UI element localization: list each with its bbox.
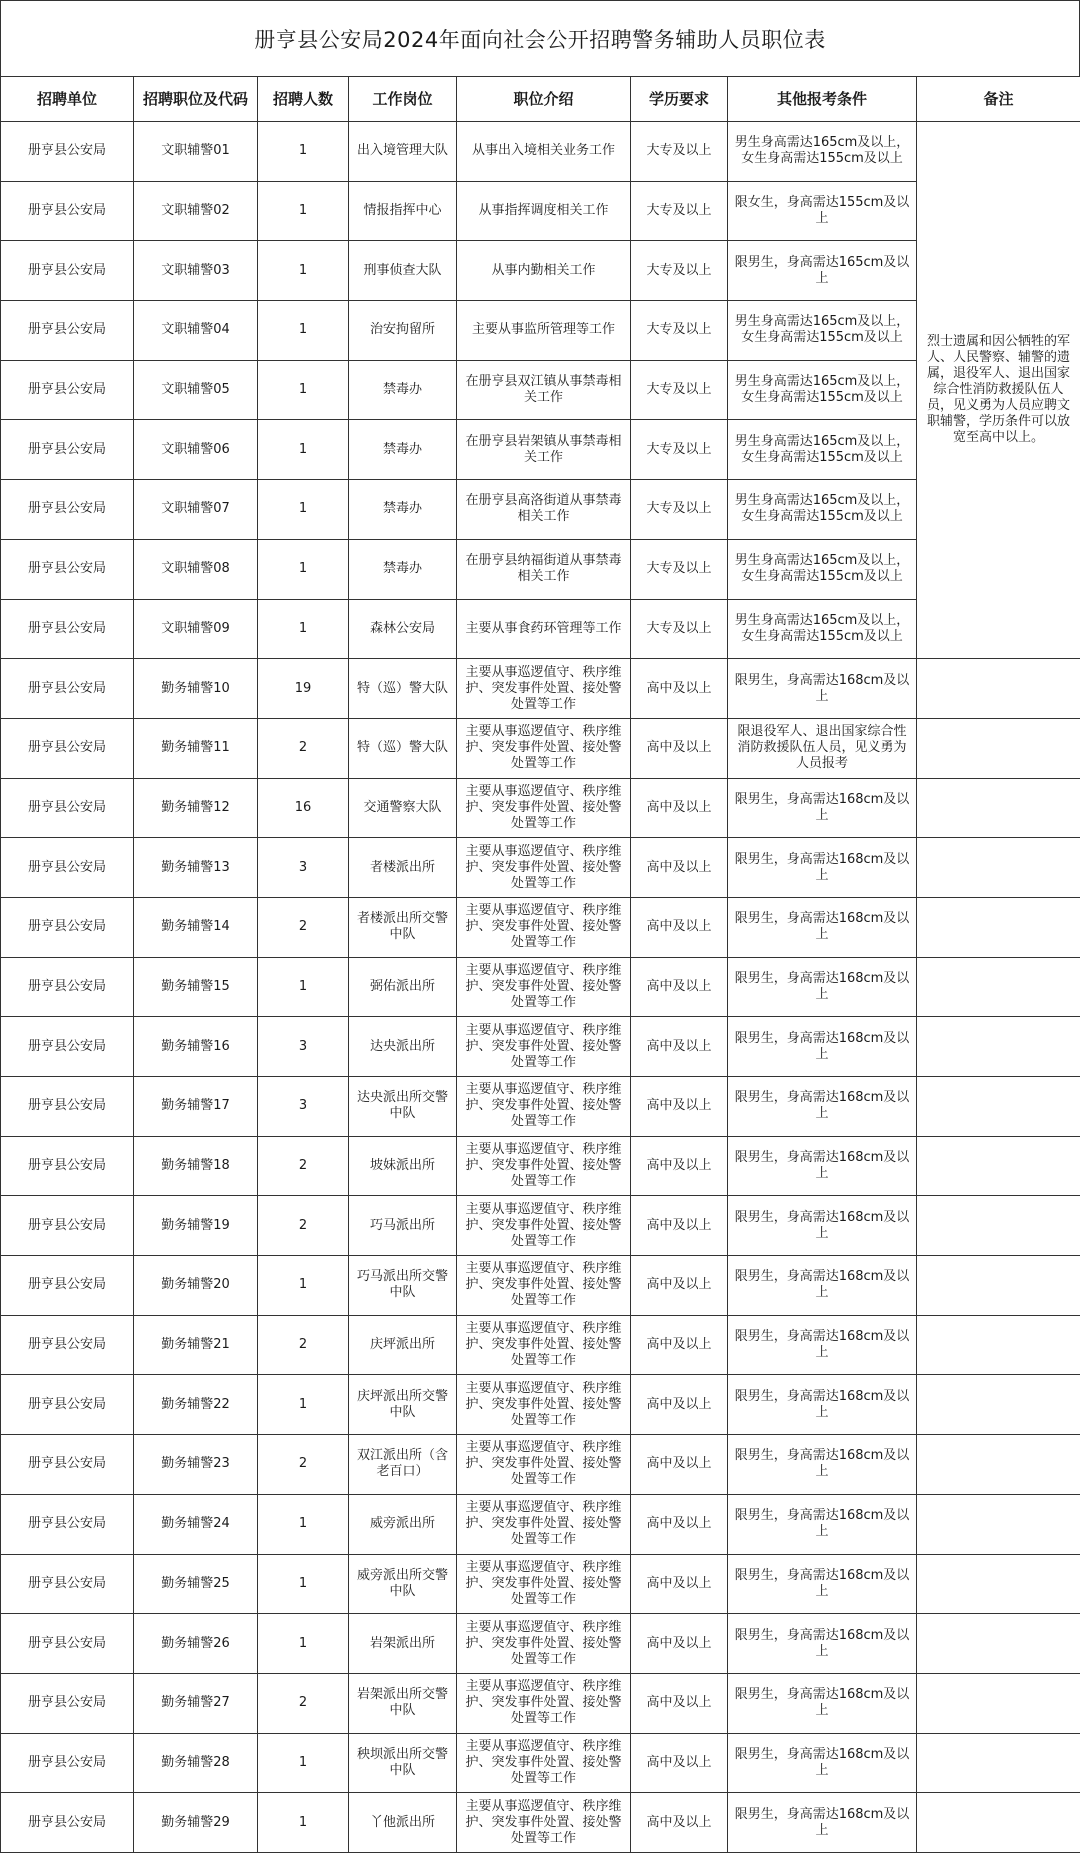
cell-intro: 主要从事监所管理等工作 — [457, 301, 631, 361]
cell-count: 1 — [258, 480, 349, 540]
cell-conditions: 限男生，身高需达168cm及以上 — [728, 778, 917, 838]
cell-unit: 册亨县公安局 — [1, 1077, 134, 1137]
cell-count: 1 — [258, 420, 349, 480]
cell-education: 高中及以上 — [631, 1256, 728, 1316]
cell-conditions: 男生身高需达165cm及以上，女生身高需达155cm及以上 — [728, 301, 917, 361]
cell-intro: 主要从事巡逻值守、秩序维护、突发事件处置、接处警处置等工作 — [457, 1435, 631, 1495]
cell-unit: 册亨县公安局 — [1, 1494, 134, 1554]
cell-unit: 册亨县公安局 — [1, 1256, 134, 1316]
cell-education: 大专及以上 — [631, 301, 728, 361]
table-body — [1, 122, 1080, 1853]
cell-code: 文职辅警01 — [134, 122, 258, 182]
cell-education: 大专及以上 — [631, 241, 728, 301]
cell-education: 高中及以上 — [631, 778, 728, 838]
cell-code: 勤务辅警21 — [134, 1315, 258, 1375]
cell-count: 16 — [258, 778, 349, 838]
header-conditions: 其他报考条件 — [728, 77, 917, 122]
cell-code: 勤务辅警11 — [134, 718, 258, 778]
cell-remark — [917, 718, 1080, 778]
cell-unit: 册亨县公安局 — [1, 181, 134, 241]
cell-education: 大专及以上 — [631, 122, 728, 182]
cell-intro: 主要从事巡逻值守、秩序维护、突发事件处置、接处警处置等工作 — [457, 1673, 631, 1733]
cell-conditions: 限男生，身高需达168cm及以上 — [728, 1136, 917, 1196]
cell-post: 刑事侦查大队 — [349, 241, 457, 301]
cell-education: 高中及以上 — [631, 1435, 728, 1495]
cell-code: 文职辅警09 — [134, 599, 258, 659]
cell-post: 禁毒办 — [349, 420, 457, 480]
cell-conditions: 限男生，身高需达168cm及以上 — [728, 659, 917, 719]
cell-intro: 在册亨县岩架镇从事禁毒相关工作 — [457, 420, 631, 480]
cell-conditions: 限男生，身高需达168cm及以上 — [728, 1315, 917, 1375]
cell-count: 2 — [258, 1435, 349, 1495]
cell-education: 大专及以上 — [631, 360, 728, 420]
cell-intro: 主要从事巡逻值守、秩序维护、突发事件处置、接处警处置等工作 — [457, 1196, 631, 1256]
cell-post: 坡妹派出所 — [349, 1136, 457, 1196]
cell-post: 禁毒办 — [349, 539, 457, 599]
cell-post: 者楼派出所交警中队 — [349, 897, 457, 957]
cell-intro: 主要从事巡逻值守、秩序维护、突发事件处置、接处警处置等工作 — [457, 1494, 631, 1554]
cell-count: 2 — [258, 1196, 349, 1256]
cell-conditions: 男生身高需达165cm及以上，女生身高需达155cm及以上 — [728, 122, 917, 182]
cell-remark-merged: 烈士遗属和因公牺牲的军人、人民警察、辅警的遗属，退役军人、退出国家综合性消防救援队伍人员，见义勇为人员应聘文职辅警，学历条件可以放宽至高中以上。 — [917, 122, 1080, 659]
cell-code: 勤务辅警28 — [134, 1733, 258, 1793]
cell-education: 高中及以上 — [631, 1614, 728, 1674]
header-intro: 职位介绍 — [457, 77, 631, 122]
cell-education: 高中及以上 — [631, 1733, 728, 1793]
cell-post: 巧马派出所 — [349, 1196, 457, 1256]
cell-count: 2 — [258, 1673, 349, 1733]
cell-education: 高中及以上 — [631, 718, 728, 778]
cell-unit: 册亨县公安局 — [1, 1315, 134, 1375]
cell-remark — [917, 1077, 1080, 1137]
header-education: 学历要求 — [631, 77, 728, 122]
cell-unit: 册亨县公安局 — [1, 1017, 134, 1077]
cell-conditions: 限男生，身高需达168cm及以上 — [728, 838, 917, 898]
cell-post: 出入境管理大队 — [349, 122, 457, 182]
cell-unit: 册亨县公安局 — [1, 539, 134, 599]
cell-code: 文职辅警08 — [134, 539, 258, 599]
positions-table — [0, 76, 1080, 1853]
cell-post: 交通警察大队 — [349, 778, 457, 838]
cell-conditions: 限女生，身高需达155cm及以上 — [728, 181, 917, 241]
cell-post: 丫他派出所 — [349, 1793, 457, 1853]
cell-remark — [917, 1673, 1080, 1733]
cell-unit: 册亨县公安局 — [1, 838, 134, 898]
cell-code: 文职辅警06 — [134, 420, 258, 480]
cell-post: 弼佑派出所 — [349, 957, 457, 1017]
cell-intro: 主要从事巡逻值守、秩序维护、突发事件处置、接处警处置等工作 — [457, 1793, 631, 1853]
cell-code: 勤务辅警18 — [134, 1136, 258, 1196]
cell-remark — [917, 1315, 1080, 1375]
cell-intro: 主要从事巡逻值守、秩序维护、突发事件处置、接处警处置等工作 — [457, 957, 631, 1017]
cell-code: 勤务辅警14 — [134, 897, 258, 957]
cell-intro: 在册亨县高洛街道从事禁毒相关工作 — [457, 480, 631, 540]
cell-remark — [917, 659, 1080, 719]
cell-unit: 册亨县公安局 — [1, 1554, 134, 1614]
cell-unit: 册亨县公安局 — [1, 1196, 134, 1256]
table-row — [1, 718, 1080, 778]
cell-conditions: 男生身高需达165cm及以上，女生身高需达155cm及以上 — [728, 599, 917, 659]
header-remark: 备注 — [917, 77, 1080, 122]
table-row — [1, 1435, 1080, 1495]
header-post: 工作岗位 — [349, 77, 457, 122]
cell-education: 高中及以上 — [631, 1673, 728, 1733]
cell-intro: 主要从事巡逻值守、秩序维护、突发事件处置、接处警处置等工作 — [457, 718, 631, 778]
cell-conditions: 限男生，身高需达168cm及以上 — [728, 1256, 917, 1316]
cell-unit: 册亨县公安局 — [1, 1673, 134, 1733]
cell-education: 高中及以上 — [631, 1196, 728, 1256]
table-row — [1, 1673, 1080, 1733]
cell-intro: 主要从事巡逻值守、秩序维护、突发事件处置、接处警处置等工作 — [457, 1256, 631, 1316]
table-row — [1, 122, 1080, 182]
cell-intro: 主要从事巡逻值守、秩序维护、突发事件处置、接处警处置等工作 — [457, 778, 631, 838]
cell-count: 3 — [258, 838, 349, 898]
cell-unit: 册亨县公安局 — [1, 1435, 134, 1495]
cell-education: 大专及以上 — [631, 181, 728, 241]
cell-education: 高中及以上 — [631, 659, 728, 719]
cell-unit: 册亨县公安局 — [1, 1793, 134, 1853]
cell-code: 勤务辅警26 — [134, 1614, 258, 1674]
cell-remark — [917, 1017, 1080, 1077]
cell-intro: 主要从事巡逻值守、秩序维护、突发事件处置、接处警处置等工作 — [457, 1136, 631, 1196]
cell-education: 高中及以上 — [631, 897, 728, 957]
cell-conditions: 限退役军人、退出国家综合性消防救援队伍人员，见义勇为人员报考 — [728, 718, 917, 778]
cell-count: 1 — [258, 181, 349, 241]
header-row — [1, 77, 1080, 122]
cell-code: 勤务辅警10 — [134, 659, 258, 719]
cell-count: 1 — [258, 1554, 349, 1614]
cell-post: 岩架派出所 — [349, 1614, 457, 1674]
cell-conditions: 限男生，身高需达168cm及以上 — [728, 1435, 917, 1495]
cell-conditions: 男生身高需达165cm及以上，女生身高需达155cm及以上 — [728, 539, 917, 599]
cell-code: 勤务辅警23 — [134, 1435, 258, 1495]
cell-count: 1 — [258, 1793, 349, 1853]
cell-count: 1 — [258, 360, 349, 420]
cell-remark — [917, 1614, 1080, 1674]
cell-count: 19 — [258, 659, 349, 719]
cell-code: 勤务辅警13 — [134, 838, 258, 898]
cell-post: 特（巡）警大队 — [349, 659, 457, 719]
cell-unit: 册亨县公安局 — [1, 241, 134, 301]
cell-code: 勤务辅警24 — [134, 1494, 258, 1554]
cell-intro: 主要从事巡逻值守、秩序维护、突发事件处置、接处警处置等工作 — [457, 1614, 631, 1674]
table-row — [1, 1793, 1080, 1853]
table-row — [1, 1554, 1080, 1614]
table-row — [1, 1136, 1080, 1196]
table-row — [1, 1077, 1080, 1137]
cell-conditions: 限男生，身高需达168cm及以上 — [728, 1554, 917, 1614]
cell-remark — [917, 1733, 1080, 1793]
cell-unit: 册亨县公安局 — [1, 957, 134, 1017]
cell-post: 者楼派出所 — [349, 838, 457, 898]
cell-code: 文职辅警04 — [134, 301, 258, 361]
cell-remark — [917, 957, 1080, 1017]
cell-conditions: 限男生，身高需达168cm及以上 — [728, 1077, 917, 1137]
table-row — [1, 1494, 1080, 1554]
cell-post: 岩架派出所交警中队 — [349, 1673, 457, 1733]
cell-count: 2 — [258, 718, 349, 778]
header-unit: 招聘单位 — [1, 77, 134, 122]
cell-intro: 在册亨县双江镇从事禁毒相关工作 — [457, 360, 631, 420]
cell-post: 威旁派出所 — [349, 1494, 457, 1554]
cell-unit: 册亨县公安局 — [1, 360, 134, 420]
cell-education: 高中及以上 — [631, 957, 728, 1017]
cell-code: 勤务辅警15 — [134, 957, 258, 1017]
cell-count: 1 — [258, 1733, 349, 1793]
cell-post: 巧马派出所交警中队 — [349, 1256, 457, 1316]
cell-code: 勤务辅警22 — [134, 1375, 258, 1435]
cell-count: 3 — [258, 1017, 349, 1077]
cell-education: 大专及以上 — [631, 599, 728, 659]
table-row — [1, 1375, 1080, 1435]
cell-remark — [917, 1793, 1080, 1853]
cell-post: 情报指挥中心 — [349, 181, 457, 241]
cell-code: 文职辅警07 — [134, 480, 258, 540]
cell-conditions: 限男生，身高需达168cm及以上 — [728, 1196, 917, 1256]
cell-post: 特（巡）警大队 — [349, 718, 457, 778]
cell-education: 高中及以上 — [631, 1375, 728, 1435]
cell-intro: 从事出入境相关业务工作 — [457, 122, 631, 182]
cell-education: 高中及以上 — [631, 1017, 728, 1077]
cell-intro: 从事指挥调度相关工作 — [457, 181, 631, 241]
cell-count: 1 — [258, 1614, 349, 1674]
cell-education: 高中及以上 — [631, 1077, 728, 1137]
cell-post: 达央派出所 — [349, 1017, 457, 1077]
table-row — [1, 659, 1080, 719]
cell-education: 高中及以上 — [631, 1494, 728, 1554]
cell-remark — [917, 897, 1080, 957]
cell-conditions: 限男生，身高需达168cm及以上 — [728, 1494, 917, 1554]
cell-code: 勤务辅警29 — [134, 1793, 258, 1853]
cell-intro: 主要从事巡逻值守、秩序维护、突发事件处置、接处警处置等工作 — [457, 1017, 631, 1077]
cell-intro: 主要从事巡逻值守、秩序维护、突发事件处置、接处警处置等工作 — [457, 897, 631, 957]
cell-unit: 册亨县公安局 — [1, 1375, 134, 1435]
page-title: 册亨县公安局2024年面向社会公开招聘警务辅助人员职位表 — [0, 0, 1080, 76]
cell-count: 1 — [258, 1256, 349, 1316]
cell-remark — [917, 1196, 1080, 1256]
cell-count: 1 — [258, 599, 349, 659]
cell-unit: 册亨县公安局 — [1, 1614, 134, 1674]
cell-post: 森林公安局 — [349, 599, 457, 659]
cell-conditions: 限男生，身高需达168cm及以上 — [728, 1733, 917, 1793]
cell-intro: 主要从事巡逻值守、秩序维护、突发事件处置、接处警处置等工作 — [457, 1077, 631, 1137]
cell-unit: 册亨县公安局 — [1, 1136, 134, 1196]
table-row — [1, 1315, 1080, 1375]
cell-remark — [917, 1494, 1080, 1554]
header-count: 招聘人数 — [258, 77, 349, 122]
cell-code: 勤务辅警19 — [134, 1196, 258, 1256]
table-row — [1, 1733, 1080, 1793]
cell-conditions: 限男生，身高需达168cm及以上 — [728, 1375, 917, 1435]
cell-conditions: 男生身高需达165cm及以上，女生身高需达155cm及以上 — [728, 420, 917, 480]
cell-code: 勤务辅警17 — [134, 1077, 258, 1137]
cell-code: 勤务辅警16 — [134, 1017, 258, 1077]
cell-post: 威旁派出所交警中队 — [349, 1554, 457, 1614]
cell-education: 高中及以上 — [631, 1554, 728, 1614]
cell-count: 1 — [258, 301, 349, 361]
cell-intro: 主要从事巡逻值守、秩序维护、突发事件处置、接处警处置等工作 — [457, 1733, 631, 1793]
cell-remark — [917, 1554, 1080, 1614]
cell-education: 大专及以上 — [631, 480, 728, 540]
cell-post: 双江派出所（含老百口） — [349, 1435, 457, 1495]
cell-education: 高中及以上 — [631, 1136, 728, 1196]
cell-education: 高中及以上 — [631, 1793, 728, 1853]
cell-intro: 主要从事巡逻值守、秩序维护、突发事件处置、接处警处置等工作 — [457, 838, 631, 898]
cell-conditions: 限男生，身高需达168cm及以上 — [728, 1673, 917, 1733]
cell-unit: 册亨县公安局 — [1, 897, 134, 957]
cell-count: 1 — [258, 539, 349, 599]
cell-intro: 主要从事巡逻值守、秩序维护、突发事件处置、接处警处置等工作 — [457, 659, 631, 719]
table-row — [1, 1256, 1080, 1316]
cell-count: 1 — [258, 122, 349, 182]
cell-intro: 主要从事巡逻值守、秩序维护、突发事件处置、接处警处置等工作 — [457, 1315, 631, 1375]
cell-count: 2 — [258, 1315, 349, 1375]
cell-code: 勤务辅警25 — [134, 1554, 258, 1614]
cell-unit: 册亨县公安局 — [1, 599, 134, 659]
cell-count: 2 — [258, 897, 349, 957]
header-code: 招聘职位及代码 — [134, 77, 258, 122]
cell-intro: 主要从事巡逻值守、秩序维护、突发事件处置、接处警处置等工作 — [457, 1375, 631, 1435]
table-row — [1, 1614, 1080, 1674]
cell-remark — [917, 1375, 1080, 1435]
cell-code: 文职辅警02 — [134, 181, 258, 241]
cell-remark — [917, 838, 1080, 898]
cell-count: 1 — [258, 957, 349, 1017]
cell-unit: 册亨县公安局 — [1, 301, 134, 361]
cell-conditions: 限男生，身高需达168cm及以上 — [728, 1017, 917, 1077]
cell-post: 庆坪派出所 — [349, 1315, 457, 1375]
table-row — [1, 1017, 1080, 1077]
cell-unit: 册亨县公安局 — [1, 480, 134, 540]
cell-education: 高中及以上 — [631, 838, 728, 898]
cell-code: 勤务辅警27 — [134, 1673, 258, 1733]
cell-post: 治安拘留所 — [349, 301, 457, 361]
table-row — [1, 957, 1080, 1017]
table-row — [1, 897, 1080, 957]
cell-conditions: 限男生，身高需达168cm及以上 — [728, 957, 917, 1017]
cell-conditions: 男生身高需达165cm及以上，女生身高需达155cm及以上 — [728, 480, 917, 540]
cell-count: 2 — [258, 1136, 349, 1196]
cell-remark — [917, 778, 1080, 838]
cell-conditions: 限男生，身高需达165cm及以上 — [728, 241, 917, 301]
cell-intro: 主要从事食药环管理等工作 — [457, 599, 631, 659]
cell-post: 达央派出所交警中队 — [349, 1077, 457, 1137]
cell-conditions: 男生身高需达165cm及以上，女生身高需达155cm及以上 — [728, 360, 917, 420]
cell-remark — [917, 1435, 1080, 1495]
cell-post: 禁毒办 — [349, 480, 457, 540]
cell-code: 勤务辅警12 — [134, 778, 258, 838]
cell-count: 1 — [258, 1494, 349, 1554]
cell-intro: 在册亨县纳福街道从事禁毒相关工作 — [457, 539, 631, 599]
cell-post: 禁毒办 — [349, 360, 457, 420]
cell-unit: 册亨县公安局 — [1, 659, 134, 719]
cell-count: 1 — [258, 1375, 349, 1435]
cell-unit: 册亨县公安局 — [1, 1733, 134, 1793]
cell-unit: 册亨县公安局 — [1, 718, 134, 778]
cell-education: 大专及以上 — [631, 420, 728, 480]
cell-post: 秧坝派出所交警中队 — [349, 1733, 457, 1793]
cell-conditions: 限男生，身高需达168cm及以上 — [728, 897, 917, 957]
cell-education: 高中及以上 — [631, 1315, 728, 1375]
cell-unit: 册亨县公安局 — [1, 778, 134, 838]
cell-post: 庆坪派出所交警中队 — [349, 1375, 457, 1435]
cell-code: 勤务辅警20 — [134, 1256, 258, 1316]
cell-intro: 主要从事巡逻值守、秩序维护、突发事件处置、接处警处置等工作 — [457, 1554, 631, 1614]
cell-education: 大专及以上 — [631, 539, 728, 599]
cell-intro: 从事内勤相关工作 — [457, 241, 631, 301]
cell-conditions: 限男生，身高需达168cm及以上 — [728, 1793, 917, 1853]
cell-unit: 册亨县公安局 — [1, 122, 134, 182]
cell-code: 文职辅警03 — [134, 241, 258, 301]
table-row — [1, 838, 1080, 898]
cell-count: 3 — [258, 1077, 349, 1137]
table-row — [1, 1196, 1080, 1256]
cell-remark — [917, 1136, 1080, 1196]
cell-conditions: 限男生，身高需达168cm及以上 — [728, 1614, 917, 1674]
cell-count: 1 — [258, 241, 349, 301]
table-row — [1, 778, 1080, 838]
cell-unit: 册亨县公安局 — [1, 420, 134, 480]
cell-code: 文职辅警05 — [134, 360, 258, 420]
cell-remark — [917, 1256, 1080, 1316]
